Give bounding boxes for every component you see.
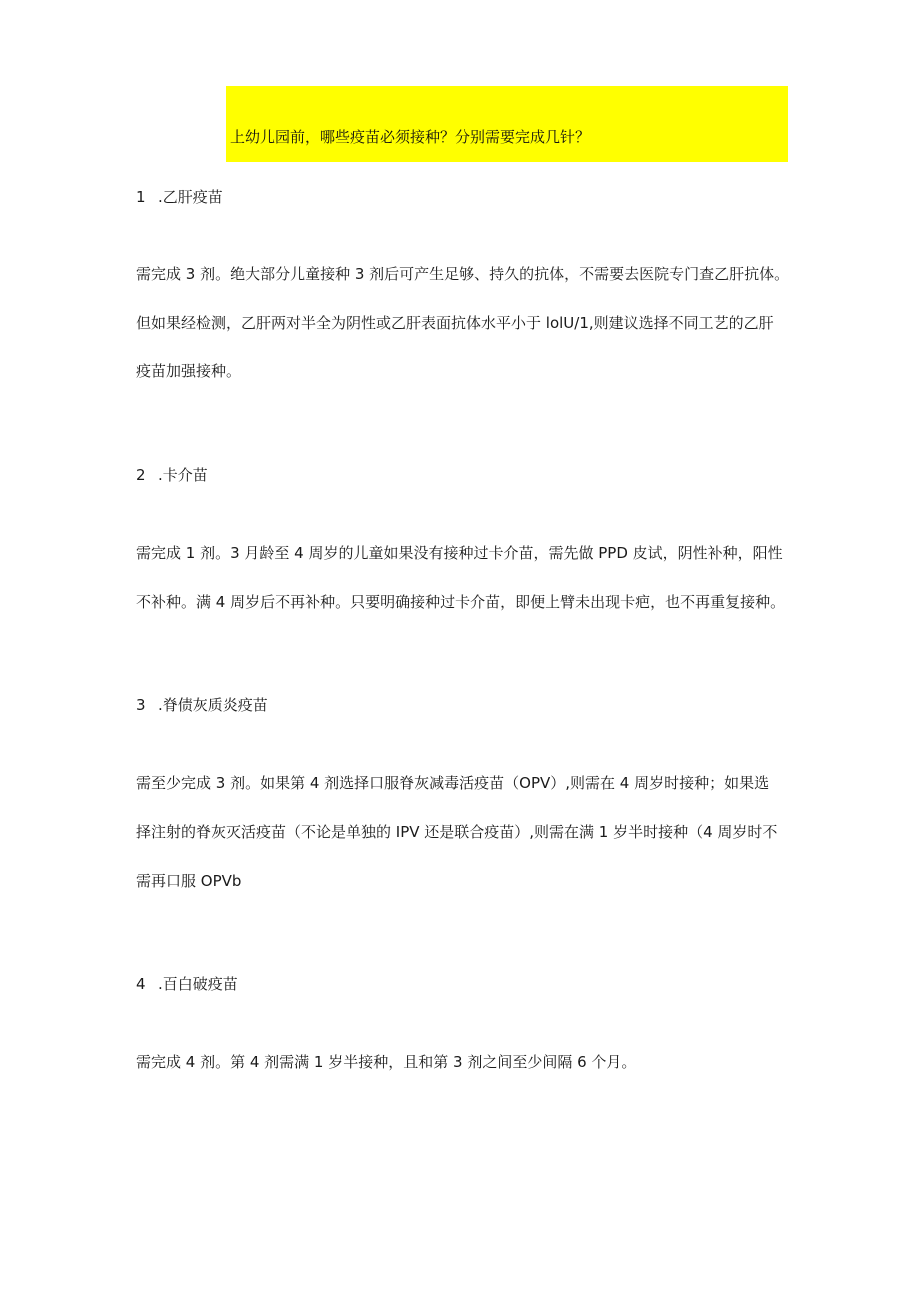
- section-3-line-1: 需至少完成 3 剂。如果第 4 剂选择口服脊灰减毒活疫苗（OPV）,则需在 4 周岁时接种；如果选: [136, 774, 770, 792]
- section-2-line-2: 不补种。满 4 周岁后不再补种。只要明确接种过卡介苗，即便上臂未出现卡疤，也不再重复接种。: [136, 593, 786, 611]
- section-2-heading: [136, 464, 208, 485]
- section-2-number: 2: [136, 466, 146, 484]
- section-1-line-2: 但如果经检测，乙肝两对半全为阴性或乙肝表面抗体水平小于 lolU/1,则建议选择不同工艺的乙肝: [136, 314, 774, 332]
- section-4-title: .百白破疫苗: [158, 975, 238, 993]
- document-title: 上幼儿园前，哪些疫苗必须接种？分别需要完成几针？: [230, 128, 591, 146]
- highlighted-title-box: [226, 86, 788, 162]
- section-1-line-3: 疫苗加强接种。: [136, 362, 242, 380]
- section-3-title: .脊债灰质炎疫苗: [158, 696, 268, 714]
- section-3-line-2: 择注射的脊灰灭活疫苗（不论是单独的 IPV 还是联合疫苗）,则需在满 1 岁半时接种（4 周岁时不: [136, 823, 778, 841]
- section-2-line-1: 需完成 1 剂。3 月龄至 4 周岁的儿童如果没有接种过卡介苗，需先做 PPD 皮试，阴性补种，阳性: [136, 544, 783, 562]
- section-3-number: 3: [136, 696, 146, 714]
- section-1-line-1: 需完成 3 剂。绝大部分儿童接种 3 剂后可产生足够、持久的抗体，不需要去医院专门查乙肝抗体。: [136, 265, 790, 283]
- section-3-line-3: 需再口服 OPVb: [136, 872, 242, 890]
- section-4-heading: [136, 973, 238, 994]
- section-3-heading: [136, 694, 268, 715]
- section-1-heading: [136, 186, 223, 207]
- section-4-line-1: 需完成 4 剂。第 4 剂需满 1 岁半接种，且和第 3 剂之间至少间隔 6 个月。: [136, 1053, 637, 1071]
- section-2-title: .卡介苗: [158, 466, 208, 484]
- section-1-title: .乙肝疫苗: [158, 188, 223, 206]
- section-4-number: 4: [136, 975, 146, 993]
- section-1-number: 1: [136, 188, 146, 206]
